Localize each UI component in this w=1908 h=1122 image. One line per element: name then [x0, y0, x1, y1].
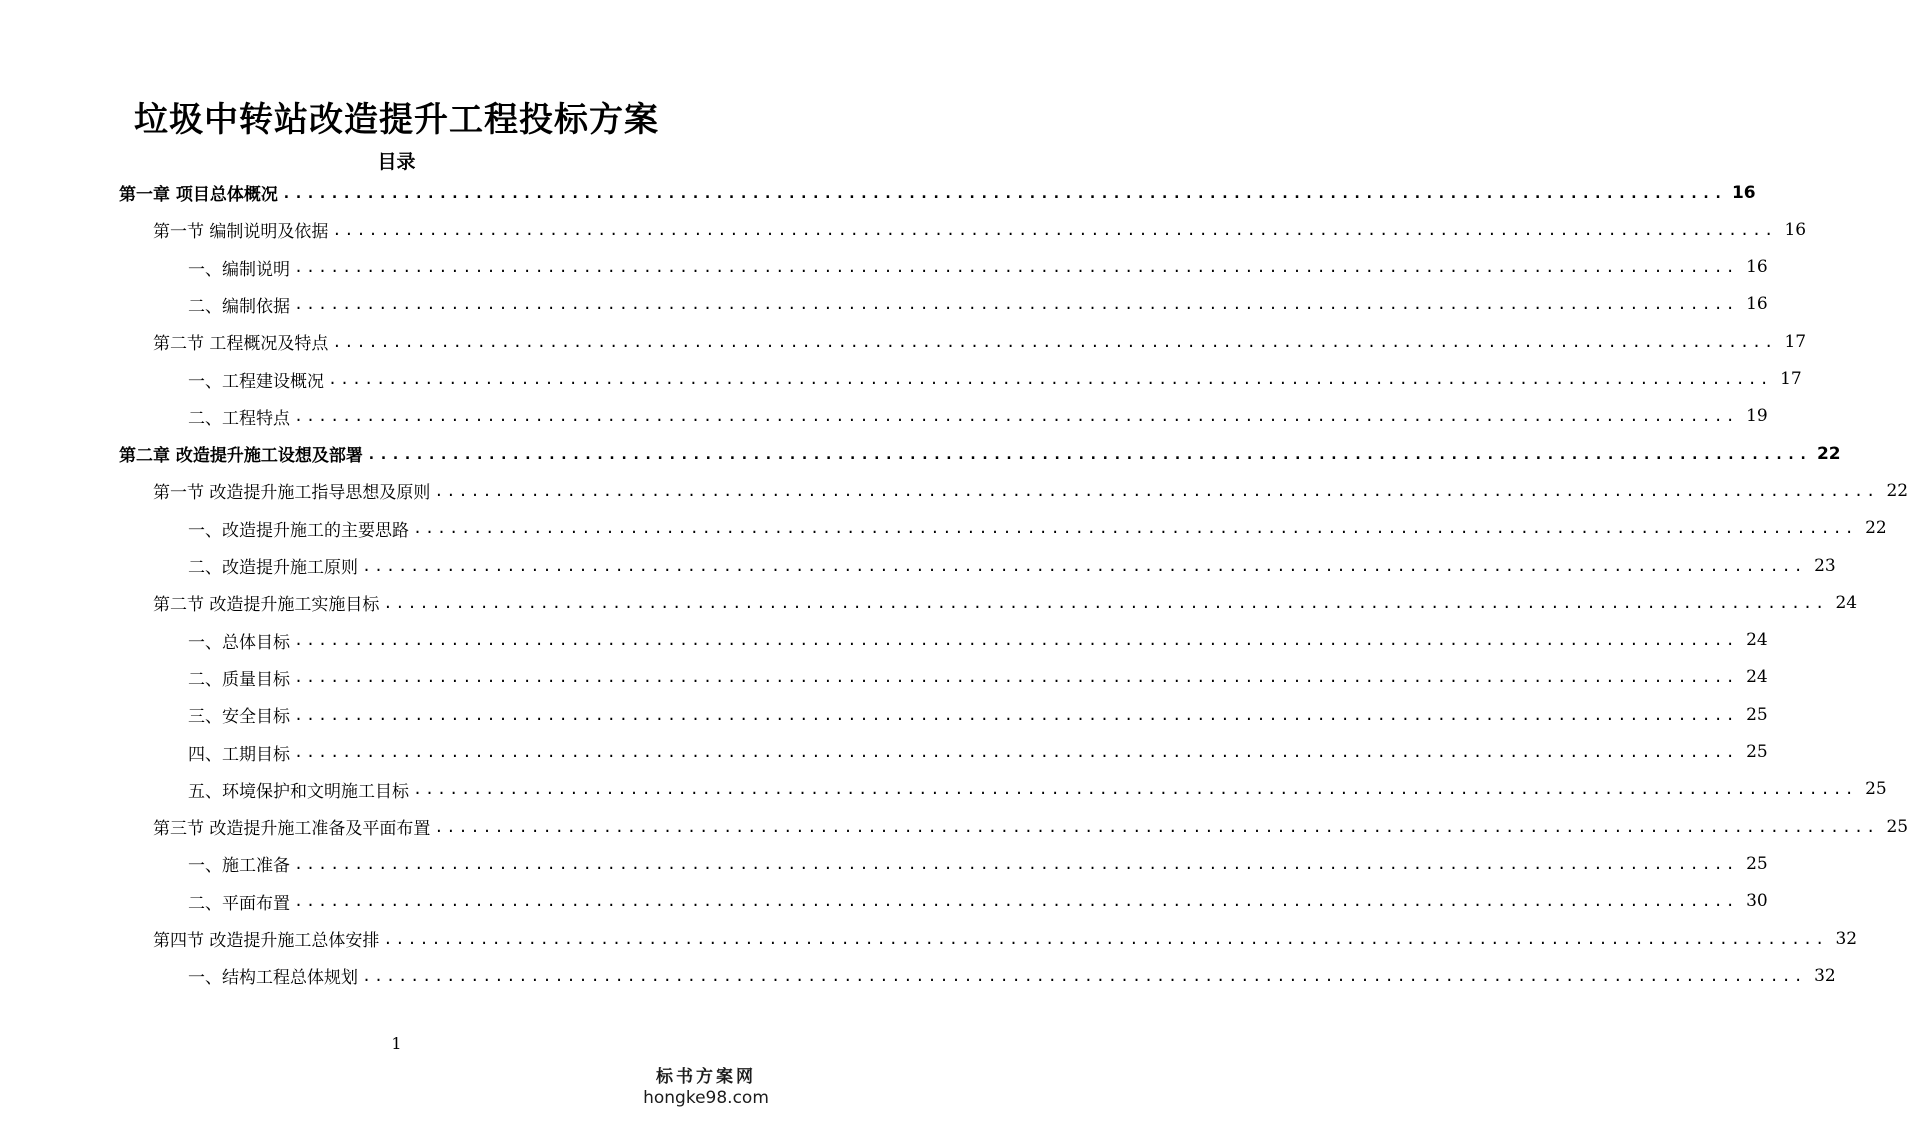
toc-entry[interactable]: [188, 883, 1768, 920]
toc-entry-label: 一、结构工程总体规划: [188, 968, 358, 989]
toc-entry-page: 19: [1746, 406, 1768, 427]
toc-entry[interactable]: [188, 957, 1836, 994]
toc-entry-page: 22: [1816, 443, 1841, 464]
toc-entry-label: 第二章 改造提升施工设想及部署: [119, 446, 363, 467]
toc-entry-page: 22: [1865, 518, 1887, 539]
toc-dot-leader: ........................................................................................................................: [328, 370, 1772, 388]
toc-entry-label: 四、工期目标: [188, 744, 290, 765]
toc-entry-page: 16: [1746, 294, 1768, 315]
toc-entry[interactable]: [153, 920, 1858, 957]
toc-entry-label: 第二节 改造提升施工实施目标: [153, 595, 380, 616]
toc-entry-label: 二、平面布置: [188, 893, 290, 914]
toc-entry[interactable]: [188, 622, 1768, 659]
toc-entry-label: 二、编制依据: [188, 296, 290, 317]
toc-entry-label: 第二节 工程概况及特点: [153, 334, 329, 355]
toc-entry-label: 第三节 改造提升施工准备及平面布置: [153, 819, 431, 840]
toc-entry-page: 16: [1746, 257, 1768, 278]
toc-dot-leader: ........................................................................................................................: [294, 258, 1738, 277]
toc-entry[interactable]: [119, 435, 1841, 472]
page-number: 1: [391, 1034, 402, 1053]
site-watermark: [631, 1062, 781, 1108]
toc-dot-leader: ........................................................................................................................: [362, 966, 1806, 985]
document-title: 垃圾中转站改造提升工程投标方案: [134, 100, 659, 140]
toc-entry-page: 16: [1731, 182, 1756, 203]
toc-entry[interactable]: [188, 510, 1887, 547]
toc-dot-leader: ........................................................................................................................: [294, 892, 1738, 911]
toc-entry-page: 17: [1780, 369, 1802, 389]
toc-entry-page: 25: [1746, 742, 1768, 762]
toc-dot-leader: ........................................................................................................................: [294, 743, 1738, 761]
toc-dot-leader: ........................................................................................................................: [332, 332, 1777, 351]
toc-entry-label: 一、施工准备: [188, 856, 290, 877]
toc-entry-label: 二、改造提升施工原则: [188, 558, 358, 578]
toc-entry[interactable]: [188, 845, 1768, 882]
toc-entry-page: 24: [1746, 630, 1768, 651]
toc-entry[interactable]: [188, 547, 1836, 584]
toc-dot-leader: ........................................................................................................................: [413, 519, 1857, 538]
toc-entry[interactable]: [188, 659, 1768, 696]
toc-dot-leader: ........................................................................................................................: [332, 220, 1777, 239]
toc-entry-page: 24: [1835, 592, 1858, 613]
toc-entry-label: 一、工程建设概况: [188, 371, 324, 392]
toc-entry-label: 第一节 改造提升施工指导思想及原则: [153, 483, 431, 504]
toc-entry-label: 五、环境保护和文明施工目标: [188, 781, 409, 802]
toc-entry-page: 30: [1746, 891, 1768, 912]
toc-dot-leader: ........................................................................................................................: [281, 183, 1726, 202]
toc-entry[interactable]: [188, 361, 1802, 398]
toc-entry[interactable]: [188, 249, 1768, 286]
toc-entry-label: 第四节 改造提升施工总体安排: [153, 931, 380, 951]
toc-entry-page: 17: [1784, 331, 1807, 352]
toc-entry-label: 一、改造提升施工的主要思路: [188, 520, 409, 541]
toc-dot-leader: ........................................................................................................................: [434, 481, 1879, 500]
toc-entry-label: 一、总体目标: [188, 632, 290, 653]
toc-dot-leader: ........................................................................................................................: [434, 817, 1879, 836]
toc-entry-page: 25: [1865, 779, 1887, 800]
toc-entry-label: 三、安全目标: [188, 707, 290, 728]
toc-dot-leader: ........................................................................................................................: [383, 593, 1828, 612]
toc-dot-leader: ........................................................................................................................: [366, 444, 1811, 463]
toc-entry[interactable]: [188, 398, 1768, 435]
toc-entry[interactable]: [188, 696, 1768, 733]
toc-entry-label: 二、质量目标: [188, 669, 290, 690]
toc-entry-label: 第一节 编制说明及依据: [153, 222, 329, 243]
toc-entry-page: 25: [1746, 704, 1768, 725]
toc-dot-leader: ........................................................................................................................: [362, 556, 1806, 575]
watermark-url: hongke98.com: [643, 1088, 769, 1108]
toc-entry[interactable]: [153, 211, 1807, 248]
watermark-name: 标书方案网: [656, 1067, 756, 1087]
toc-entry-page: 23: [1814, 555, 1836, 576]
toc-entry[interactable]: [188, 734, 1768, 771]
toc-entry[interactable]: [188, 771, 1887, 808]
toc-dot-leader: ........................................................................................................................: [383, 929, 1828, 948]
toc-entry[interactable]: [153, 584, 1858, 621]
toc-entry-label: 二、工程特点: [188, 408, 290, 429]
toc-entry[interactable]: [153, 323, 1807, 360]
toc-entry[interactable]: [153, 808, 1908, 845]
toc-dot-leader: ........................................................................................................................: [294, 705, 1738, 724]
toc-dot-leader: ........................................................................................................................: [294, 295, 1738, 314]
toc-entry[interactable]: [153, 472, 1908, 509]
toc-dot-leader: ........................................................................................................................: [294, 407, 1738, 426]
toc-entry-page: 32: [1835, 928, 1858, 949]
toc-entry-page: 16: [1784, 219, 1807, 240]
toc-entry-page: 25: [1746, 853, 1768, 874]
toc-entry-page: 24: [1746, 667, 1768, 688]
toc-entry[interactable]: [119, 174, 1756, 211]
toc-entry-page: 32: [1814, 965, 1836, 986]
toc-entry[interactable]: [188, 286, 1768, 323]
toc-entry-label: 一、编制说明: [188, 259, 290, 280]
toc-heading: 目录: [377, 151, 416, 173]
toc-entry-page: 22: [1886, 480, 1908, 501]
toc-dot-leader: ........................................................................................................................: [413, 780, 1857, 799]
toc-dot-leader: ........................................................................................................................: [294, 854, 1738, 873]
toc-entry-label: 第一章 项目总体概况: [119, 185, 278, 205]
toc-entry-page: 25: [1886, 816, 1908, 837]
toc-dot-leader: ........................................................................................................................: [294, 631, 1738, 650]
toc-dot-leader: ........................................................................................................................: [294, 668, 1738, 687]
